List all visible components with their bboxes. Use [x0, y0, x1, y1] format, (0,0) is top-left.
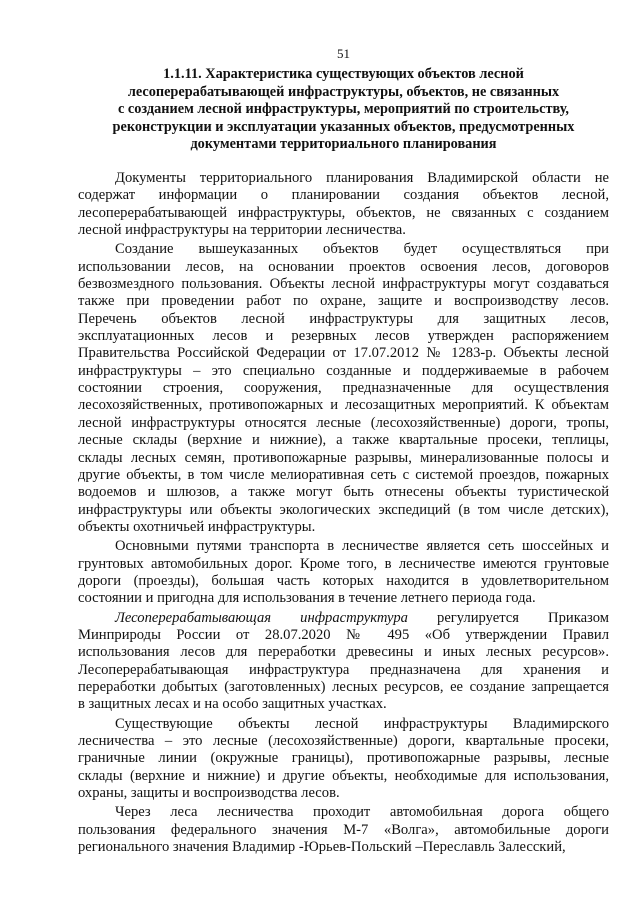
- paragraph-line: Существующие объекты лесной инфраструктуры Владимирского: [115, 715, 609, 732]
- paragraph-line: инфраструктуры или объекты экологических экспедиций (в том числе детских),: [78, 501, 609, 518]
- heading-line: реконструкции и эксплуатации указанных объектов, предусмотренных: [112, 118, 575, 135]
- paragraph-line: Правительства Российской Федерации от 17.07.2012 № 1283-р. Объекты лесной: [78, 345, 609, 362]
- paragraph-line: в защитных лесах и на особо защитных участках.: [78, 696, 387, 713]
- paragraph-line: пользования федерального значения М-7 «Волга», автомобильные дороги: [78, 821, 609, 838]
- paragraph-line: инфраструктуры – это специально созданные и поддерживаемые в рабочем: [78, 362, 609, 379]
- paragraph-line: склады лесных семян, противопожарные разрывы, минерализованные полосы и: [78, 449, 609, 466]
- paragraph-line: лесной инфраструктуры на территории лесничества.: [78, 222, 406, 239]
- paragraph-line: лесоперерабатывающей инфраструктуры, объектов, не связанных с созданием: [78, 204, 609, 221]
- line-text: регулируется Приказом: [407, 609, 609, 626]
- paragraph-line: регионального значения Владимир -Юрьев-Польский –Переславль Залесский,: [78, 839, 566, 856]
- page-number: 51: [337, 46, 350, 61]
- paragraph-line: безвозмездного пользования. Объекты лесной инфраструктуры могут создаваться: [78, 276, 609, 293]
- paragraph-line: охраны, защиты и воспроизводства лесов.: [78, 785, 340, 802]
- paragraph-line: содержат информации о планировании создания объектов лесной,: [78, 187, 609, 204]
- section-heading: [78, 66, 609, 154]
- paragraph-line: состоянии и пригодна для использования в течение летнего периода года.: [78, 590, 536, 607]
- paragraph-line: лесничества – это лесные (лесохозяйственные) дороги, квартальные просеки,: [78, 733, 609, 749]
- paragraph-line: Основными путями транспорта в лесничестве является сеть шоссейных и: [115, 538, 609, 555]
- paragraph-line: Лесоперерабатывающая инфраструктура предназначена для хранения и: [78, 661, 609, 678]
- paragraph: [78, 804, 609, 856]
- paragraph-line: граничные линии (окружные границы), противопожарные разрывы, лесные: [78, 750, 609, 767]
- paragraph-line: использования лесов для переработки древесины и иных лесных ресурсов».: [78, 644, 609, 661]
- paragraph-line: другие объекты, в том числе мелиоративная сеть с системой проездов, пожарных: [78, 466, 609, 483]
- paragraph-line: склады (верхние и нижние) и другие объекты, необходимые для использования,: [78, 767, 609, 784]
- body-text: [78, 170, 609, 856]
- italic-term: Лесоперерабатывающая инфраструктура: [115, 609, 408, 626]
- paragraph-line: использовании лесов, на основании проектов освоения лесов, договоров: [78, 258, 609, 275]
- paragraph-line: [78, 610, 609, 627]
- heading-line: лесоперерабатывающей инфраструктуры, объектов, не связанных: [127, 83, 560, 100]
- paragraph-line: объекты охотничьей инфраструктуры.: [78, 518, 316, 535]
- paragraph: [78, 610, 609, 714]
- paragraph: [78, 716, 609, 803]
- paragraph-line: Перечень объектов лесной инфраструктуры для защитных лесов,: [78, 310, 609, 327]
- heading-line: документами территориального планирования: [190, 136, 497, 152]
- heading-line: 1.1.11. Характеристика существующих объектов лесной: [163, 66, 524, 82]
- paragraph-line: дороги (проезды), большая часть которых находится в удовлетворительном: [78, 572, 609, 589]
- paragraph-line: грунтовых автомобильных дорог. Кроме того, в лесничестве имеются грунтовые: [78, 555, 609, 572]
- paragraph-line: Через леса лесничества проходит автомобильная дорога общего: [115, 804, 609, 821]
- heading-line: с созданием лесной инфраструктуры, мероприятий по строительству,: [117, 101, 569, 117]
- paragraph-line: эксплуатационных лесов и резервных лесов утвержден распоряжением: [78, 328, 609, 345]
- paragraph-line: также при проведении работ по охране, защите и воспроизводству лесов.: [78, 293, 609, 310]
- paragraph: [78, 538, 609, 607]
- paragraph-line: водоемов и шлюзов, а также могут быть отнесены объекты туристической: [78, 484, 609, 501]
- paragraph: [78, 241, 609, 536]
- paragraph: [78, 170, 609, 239]
- paragraph-line: лесные склады (верхние и нижние), а также квартальные просеки, теплицы,: [78, 432, 609, 449]
- paragraph-line: состоянии строения, сооружения, предназначенные для осуществления: [78, 380, 609, 397]
- paragraph-line: Документы территориального планирования Владимирской области не: [115, 170, 609, 186]
- paragraph-line: лесной инфраструктуры относятся лесные (лесохозяйственные) дороги, тропы,: [78, 414, 609, 431]
- paragraph-line: Минприроды России от 28.07.2020 № 495 «Об утверждении Правил: [78, 626, 609, 643]
- paragraph-line: Создание вышеуказанных объектов будет осуществляться при: [115, 241, 609, 258]
- paragraph-line: переработки добытых (заготовленных) лесных ресурсов, ее создание запрещается: [78, 678, 609, 695]
- paragraph-line: лесохозяйственных, противопожарных и лесозащитных мероприятий. К объектам: [78, 397, 609, 414]
